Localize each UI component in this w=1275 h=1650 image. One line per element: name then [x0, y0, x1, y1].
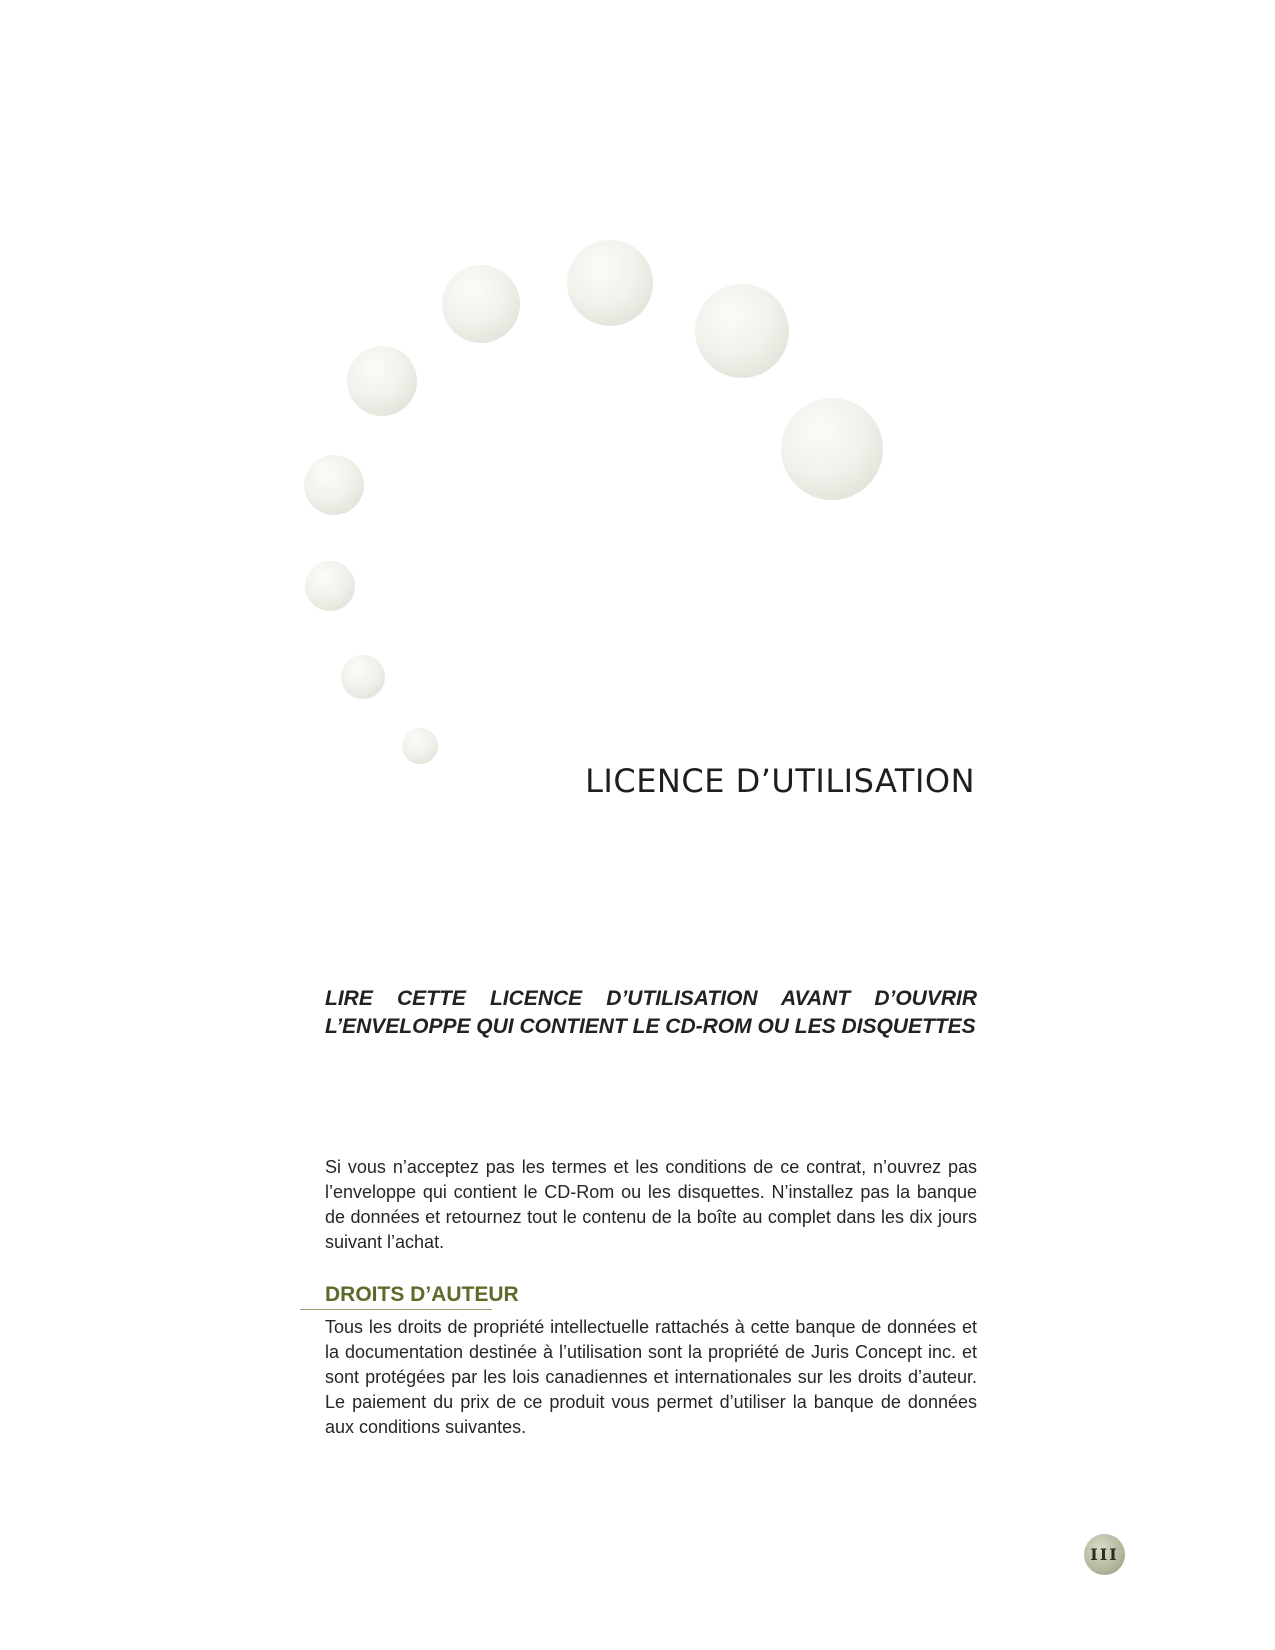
- intro-paragraph: Si vous n’acceptez pas les termes et les conditions de ce contrat, n’ouvrez pas l’enveloppe qui contient le CD-Rom ou les disquettes. N’installez pas la banque de données et retournez tout le contenu de la boîte au complet dans les dix jours suivant l’achat.: [325, 1157, 977, 1252]
- decorative-sphere: [305, 561, 355, 611]
- decorative-sphere: [567, 240, 653, 326]
- decorative-sphere: [304, 455, 364, 515]
- decorative-sphere: [402, 728, 438, 764]
- section-heading: DROITS D’AUTEUR: [325, 1283, 519, 1306]
- decorative-sphere: [347, 346, 417, 416]
- page-number: III: [1090, 1545, 1119, 1564]
- page-title: LICENCE D’UTILISATION: [585, 762, 975, 800]
- decorative-sphere: [781, 398, 883, 500]
- decorative-sphere: [695, 284, 789, 378]
- section-divider: [300, 1309, 492, 1310]
- decorative-sphere: [341, 655, 385, 699]
- page-number-badge: [1084, 1534, 1125, 1575]
- decorative-sphere: [442, 265, 520, 343]
- warning-notice: LIRE CETTE LICENCE D’UTILISATION AVANT D’OUVRIR L’ENVELOPPE QUI CONTIENT LE CD-ROM OU LES DISQUETTES: [325, 987, 977, 1038]
- section-body: Tous les droits de propriété intellectuelle rattachés à cette banque de données et la documentation destinée à l’utilisation sont la propriété de Juris Concept inc. et sont protégées par les lois canadiennes et internationales sur les droits d’auteur. Le paiement du prix de ce produit vous permet d’utiliser la banque de données aux conditions suivantes.: [325, 1317, 977, 1437]
